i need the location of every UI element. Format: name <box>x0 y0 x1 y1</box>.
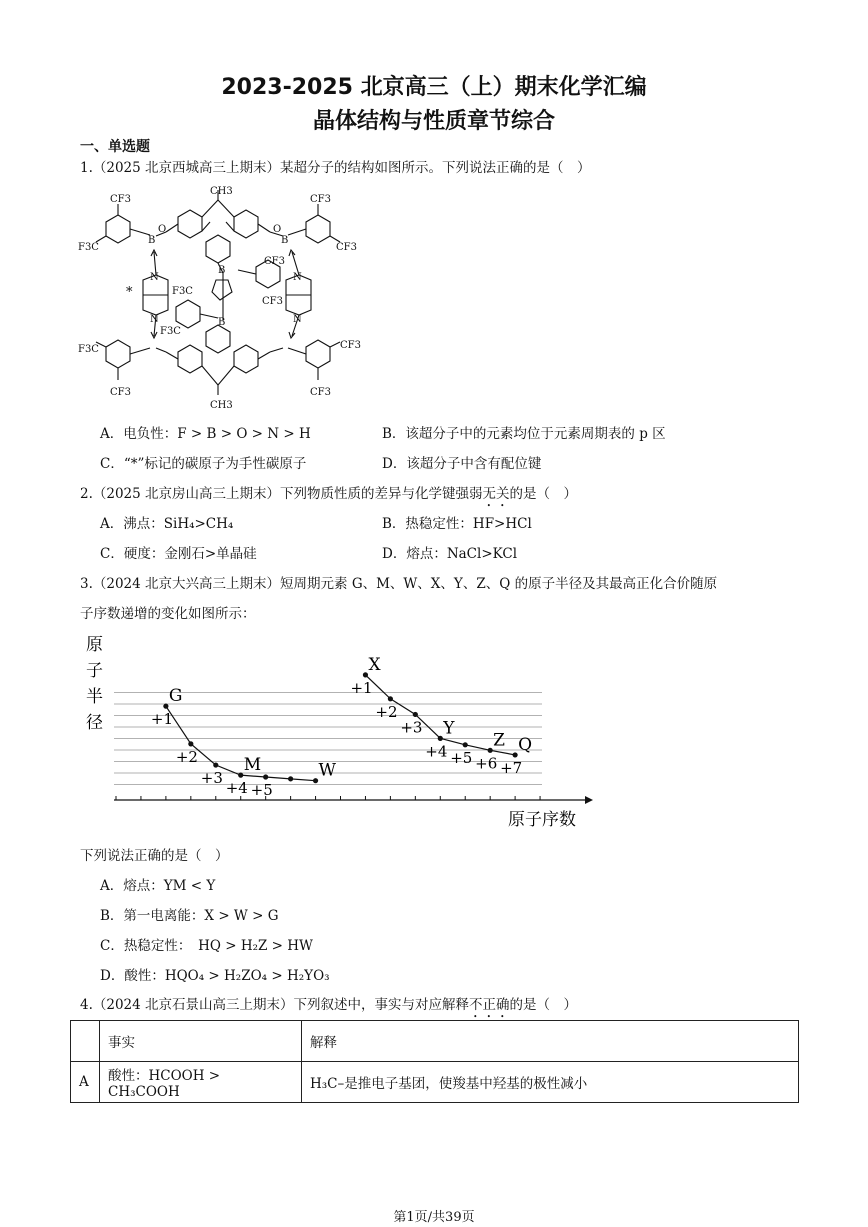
table-header-cell: 解释 <box>302 1021 799 1062</box>
q2-stem-pre: 2.（2025 北京房山高三上期末）下列物质性质的差异与化学键强弱 <box>80 486 483 502</box>
x-axis-label: 原子序数 <box>508 810 576 830</box>
x-axis-arrow <box>585 796 593 804</box>
valence-label: +5 <box>250 781 273 799</box>
data-point <box>488 748 493 753</box>
title-line-2: 晶体结构与性质章节综合 <box>312 109 555 134</box>
data-point <box>188 741 193 746</box>
q1-stem: 1.（2025 北京西城高三上期末）某超分子的结构如图所示。下列说法正确的是（ ） <box>80 160 591 176</box>
valence-label: +1 <box>150 710 174 729</box>
q2-stem-emphasis: 无关 <box>482 486 510 502</box>
data-point <box>238 773 243 778</box>
y-axis-label-char: 径 <box>86 713 103 733</box>
cf3-label: CF3 <box>310 194 331 205</box>
f3c-label: F3C <box>78 242 99 253</box>
cf3-label: CF3 <box>310 387 331 398</box>
q3-option-a: A．熔点：YM < Y <box>100 878 216 894</box>
data-point <box>388 696 393 701</box>
f3c-label: F3C <box>172 286 193 297</box>
oxygen-label: O <box>273 224 282 235</box>
q1-option-a: A．电负性：F > B > O > N > H <box>100 426 311 442</box>
valence-label: +3 <box>200 769 223 788</box>
y-axis-label-char: 半 <box>86 687 103 707</box>
atomic-radius-chart <box>80 628 600 834</box>
cf3-label: CF3 <box>110 387 131 398</box>
q2-option-a: A．沸点：SiH₄>CH₄ <box>100 516 234 532</box>
cf3-label: CF3 <box>264 256 285 267</box>
table-cell: A <box>71 1062 100 1103</box>
q2-stem <box>80 482 577 510</box>
data-point <box>463 742 468 747</box>
q3-prompt: 下列说法正确的是（ ） <box>80 848 229 864</box>
q1-option-c: C．“*”标记的碳原子为手性碳原子 <box>100 456 307 472</box>
cf3-label: CF3 <box>336 242 357 253</box>
q2-stem-post: 的是（ ） <box>509 486 578 502</box>
element-label: Z <box>493 730 505 751</box>
valence-label: +7 <box>500 758 523 777</box>
y-axis-label-char: 子 <box>86 661 103 681</box>
q3-option-c: C．热稳定性： HQ > H₂Z > HW <box>100 938 313 954</box>
star-marker: * <box>126 285 133 300</box>
q4-stem-pre: 4.（2024 北京石景山高三上期末）下列叙述中，事实与对应解释 <box>80 997 470 1013</box>
nitrogen-label: N <box>293 314 302 325</box>
data-point <box>163 704 168 709</box>
cf3-label: CF3 <box>340 340 361 351</box>
ch3-label: CH3 <box>210 400 233 411</box>
cf3-label: CF3 <box>110 194 131 205</box>
q2-option-c: C．硬度：金刚石>单晶硅 <box>100 546 257 562</box>
data-point <box>363 672 368 677</box>
valence-label: +4 <box>225 779 248 798</box>
element-label: X <box>368 654 381 675</box>
y-axis-label-char: 原 <box>86 635 103 655</box>
q2-option-d: D．熔点：NaCl>KCl <box>382 546 518 562</box>
q3-option-b: B．第一电离能：X > W > G <box>100 908 279 924</box>
data-point <box>513 752 518 757</box>
nitrogen-label: N <box>150 314 159 325</box>
element-label: G <box>168 686 183 707</box>
nitrogen-label: N <box>293 272 302 283</box>
q2-option-b: B．热稳定性：HF>HCl <box>382 516 532 532</box>
table-header-cell <box>71 1021 100 1062</box>
data-point <box>263 774 268 779</box>
table-cell: H₃C–是推电子基团，使羧基中羟基的极性减小 <box>302 1062 799 1103</box>
title-line-1: 2023-2025 北京高三（上）期末化学汇编 <box>221 75 647 100</box>
element-label: Q <box>518 734 533 755</box>
q1-option-d: D．该超分子中含有配位键 <box>382 456 542 472</box>
supramolecule-figure <box>78 180 378 412</box>
ch3-label: CH3 <box>210 186 233 197</box>
y-axis-label <box>86 635 103 733</box>
page-footer: 第1页/共39页 <box>393 1210 475 1225</box>
boron-label: B <box>281 235 289 246</box>
q3-stem-line-2: 子序数递增的变化如图所示： <box>80 606 256 622</box>
section-heading: 一、单选题 <box>80 139 150 155</box>
q4-stem-emphasis: 不正确 <box>469 997 510 1013</box>
valence-label: +6 <box>475 754 498 773</box>
table-header-cell: 事实 <box>100 1021 302 1062</box>
q4-table <box>70 1020 799 1103</box>
nitrogen-label: N <box>150 272 159 283</box>
boron-label: B <box>218 317 226 328</box>
valence-label: +5 <box>450 748 473 767</box>
data-point <box>213 762 218 767</box>
q4-stem-post: 的是（ ） <box>509 997 578 1013</box>
element-label: Y <box>443 718 455 739</box>
q4-stem <box>80 993 577 1021</box>
element-label: W <box>318 760 337 781</box>
data-point <box>313 778 318 783</box>
valence-label: +2 <box>175 747 198 766</box>
valence-label: +3 <box>400 718 423 737</box>
valence-label: +1 <box>350 678 373 697</box>
table-header-row <box>71 1021 799 1062</box>
element-label: M <box>243 755 262 776</box>
table-row <box>71 1062 799 1103</box>
boron-label: B <box>218 265 226 276</box>
q3-option-d: D．酸性：HQO₄ > H₂ZO₄ > H₂YO₃ <box>100 968 330 984</box>
f3c-label: F3C <box>78 344 99 355</box>
q1-option-b: B．该超分子中的元素均位于元素周期表的 p 区 <box>382 426 666 442</box>
boron-label: B <box>148 235 156 246</box>
valence-label: +2 <box>375 702 398 721</box>
data-point <box>438 736 443 741</box>
cf3-label: CF3 <box>262 296 283 307</box>
oxygen-label: O <box>158 224 167 235</box>
table-cell: 酸性：HCOOH > CH₃COOH <box>100 1062 302 1103</box>
data-point <box>288 776 293 781</box>
q3-stem-line-1: 3.（2024 北京大兴高三上期末）短周期元素 G、M、W、X、Y、Z、Q 的原子半径及其最高正化合价随原 <box>80 576 718 592</box>
data-point <box>413 712 418 717</box>
valence-label: +4 <box>425 742 448 761</box>
f3c-label: F3C <box>160 326 181 337</box>
